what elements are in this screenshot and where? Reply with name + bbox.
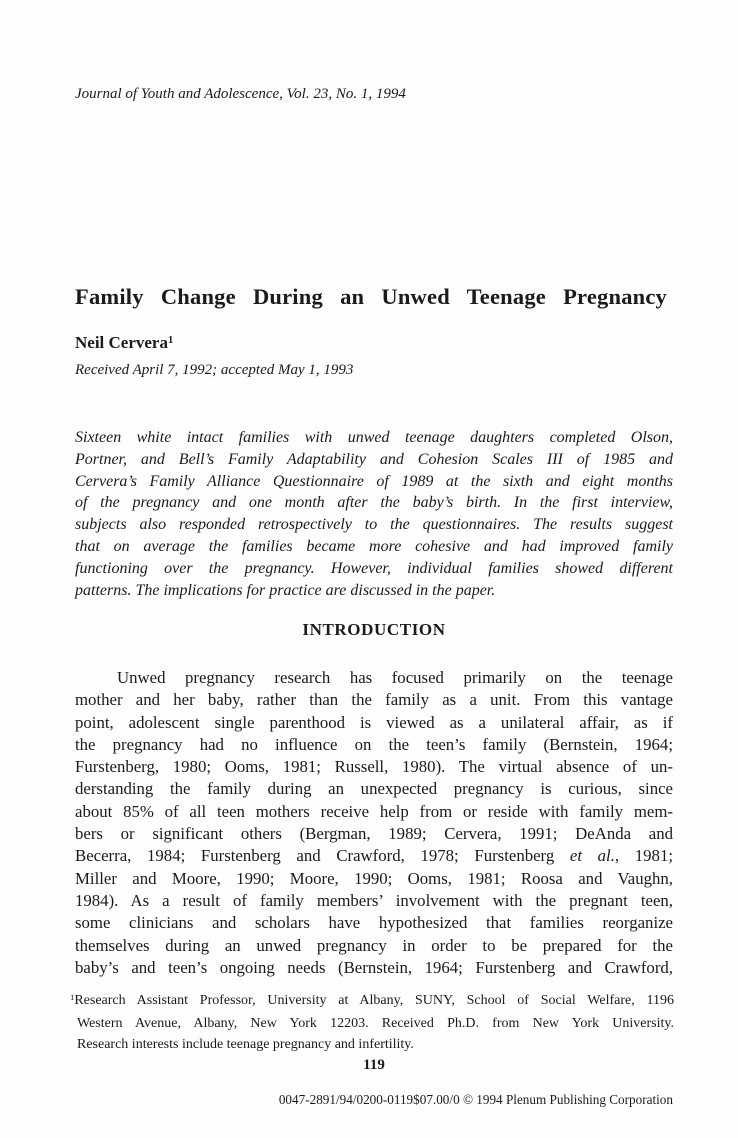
author-line [75,333,673,353]
copyright-issn-line: 0047-2891/94/0200-0119$07.00/0 © 1994 Plenum Publishing Corporation [278,1092,673,1107]
received-accepted-line: Received April 7, 1992; accepted May 1, 1993 [75,362,354,378]
article-title: Family Change During an Unwed Teenage Pregnancy [75,284,667,309]
author-footnote-mark: 1 [167,334,174,346]
page-number: 119 [363,1057,385,1073]
section-heading-introduction: INTRODUCTION [302,620,446,639]
abstract-paragraph: Sixteen white intact families with unwed teenage daughters completed Olson, Portner, and Bell’s Family Adaptability and Cohesion Scales III of 1985 and Cervera’s Family Alliance Questionnaire of 1989 at the sixth and eight months of the pregnancy and one month after the baby’s birth. In the first interview, subjects also responded retrospectively to the questionnaires. The results suggest that on average the families became more cohesive and had improved family functioning over the pregnancy. However, individual families showed different patterns. The implications for practice are discussed in the paper. [75,429,673,599]
introduction-paragraph: Unwed pregnancy research has focused primarily on the teenage mother and her baby, rather than the family as a unit. From this vantage point, adolescent single parenthood is viewed as a unilateral affair, as if the pregnancy had no influence on the teen’s family (Bernstein, 1964; Furstenberg, 1980; Ooms, 1981; Russell, 1980). The virtual absence of un- derstanding the family during an unexpected pregnancy is curious, since about 85% of all teen mothers receive help from or reside with family mem- bers or significant others (Bergman, 1989; Cervera, 1991; DeAnda and Becerra, 1984; Furstenberg and Crawford, 1978; Furstenberg et al., 1981; Miller and Moore, 1990; Moore, 1990; Ooms, 1981; Roosa and Vaughn, 1984). As a result of family members’ involvement with the pregnant teen, some clinicians and scholars have hypothesized that families reorganize themselves during an unwed pregnancy in order to be prepared for the baby’s and teen’s ongoing needs (Bernstein, 1964; Furstenberg and Crawford, [75,668,674,977]
running-head: Journal of Youth and Adolescence, Vol. 23, No. 1, 1994 [75,86,406,102]
author-name: Neil Cervera [75,333,168,352]
author-affiliation-footnote: $^1$Research Assistant Professor, University at Albany, SUNY, School of Social Welfare, 1196 Western Avenue, Albany, New York 12203. Received Ph.D. from New York University. Research interests include teenage pregnancy and infertility. [70,991,674,1052]
